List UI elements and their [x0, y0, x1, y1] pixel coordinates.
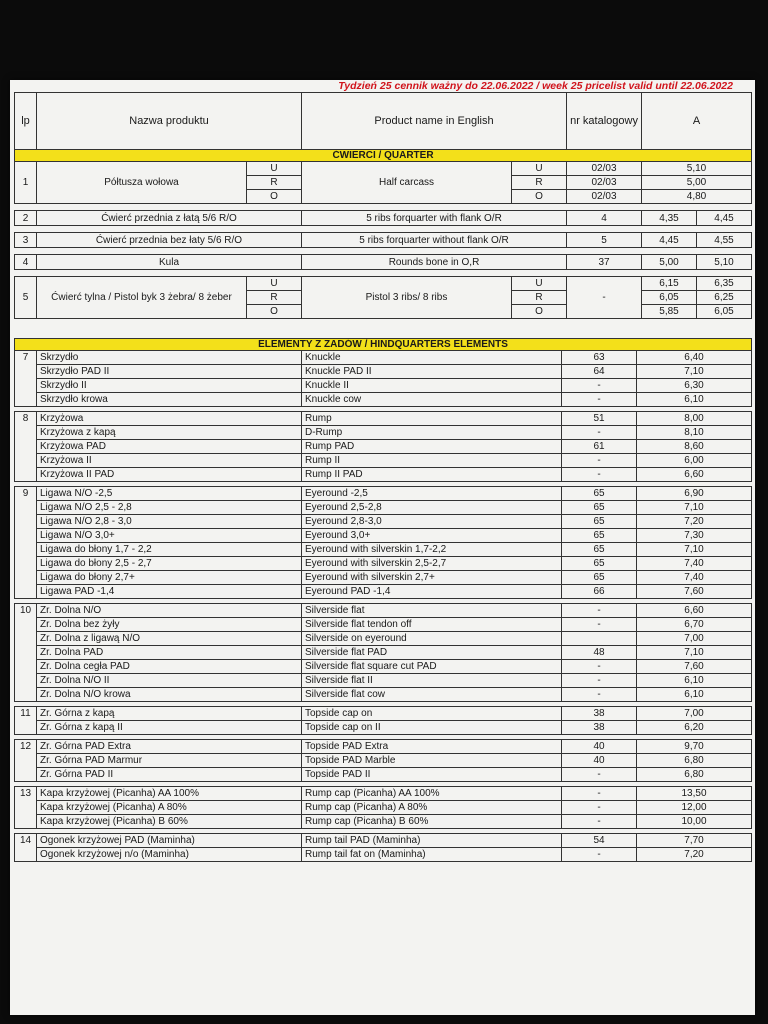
table-row [15, 740, 752, 754]
row-name-pl: Kapa krzyżowej (Picanha) A 80% [37, 801, 302, 815]
table-row [15, 233, 752, 248]
price-1: 6,15 [642, 277, 697, 291]
price: 7,20 [637, 848, 752, 862]
price-1: 4,45 [642, 233, 697, 248]
price: 9,70 [637, 740, 752, 754]
catalog-no: 65 [562, 543, 637, 557]
catalog-no: - [562, 660, 637, 674]
catalog-no: - [562, 379, 637, 393]
row-name-pl: Ćwierć przednia bez łaty 5/6 R/O [37, 233, 302, 248]
grade: O [512, 305, 567, 319]
row-name-pl: Skrzydło II [37, 379, 302, 393]
row-name-pl: Ligawa PAD -1,4 [37, 585, 302, 599]
row-lp: 13 [15, 787, 37, 829]
catalog-no: - [562, 815, 637, 829]
price-1: 5,85 [642, 305, 697, 319]
table-row [15, 604, 752, 618]
price: 7,10 [637, 543, 752, 557]
price: 6,20 [637, 721, 752, 735]
row-name-en: Eyeround with silverskin 2,5-2,7 [302, 557, 562, 571]
catalog-no: - [562, 801, 637, 815]
table-row [15, 255, 752, 270]
row-name-en: 5 ribs forquarter without flank O/R [302, 233, 567, 248]
price: 7,00 [637, 632, 752, 646]
col-catalog: nr katalogowy [567, 93, 642, 150]
row-name-pl: Kapa krzyżowej (Picanha) B 60% [37, 815, 302, 829]
price: 6,10 [637, 688, 752, 702]
row-name-en: Rump cap (Picanha) AA 100% [302, 787, 562, 801]
price: 4,80 [642, 190, 752, 204]
catalog-no: 61 [562, 440, 637, 454]
catalog-no: 38 [562, 707, 637, 721]
price-2: 6,05 [697, 305, 752, 319]
row-name-en: Eyeround -2,5 [302, 487, 562, 501]
row-name-en: Topside PAD Marble [302, 754, 562, 768]
row-name-en: Rump cap (Picanha) B 60% [302, 815, 562, 829]
row-lp: 7 [15, 351, 37, 407]
price: 6,90 [637, 487, 752, 501]
price: 6,30 [637, 379, 752, 393]
header-row [15, 93, 752, 150]
price-2: 6,35 [697, 277, 752, 291]
row-name-pl: Zr. Górna PAD Extra [37, 740, 302, 754]
table-row [15, 412, 752, 426]
row-name-pl: Zr. Dolna PAD [37, 646, 302, 660]
table-row [15, 768, 752, 782]
catalog-no: 37 [567, 255, 642, 270]
row-name-en: Rump tail fat on (Maminha) [302, 848, 562, 862]
price: 10,00 [637, 815, 752, 829]
row-name-pl: Półtusza wołowa [37, 162, 247, 204]
row-name-en: Topside cap on II [302, 721, 562, 735]
row-name-en: Silverside flat square cut PAD [302, 660, 562, 674]
row-name-en: Silverside flat tendon off [302, 618, 562, 632]
catalog-no: 65 [562, 487, 637, 501]
catalog-no: 48 [562, 646, 637, 660]
row-name-en: Rump PAD [302, 440, 562, 454]
row-lp: 5 [15, 277, 37, 319]
table-row [15, 618, 752, 632]
row-name-pl: Ogonek krzyżowej n/o (Maminha) [37, 848, 302, 862]
row-name-en: Eyeround 2,5-2,8 [302, 501, 562, 515]
col-name-en: Product name in English [302, 93, 567, 150]
col-name-pl: Nazwa produktu [37, 93, 302, 150]
catalog-no: - [567, 277, 642, 319]
table-row [15, 515, 752, 529]
row-lp: 9 [15, 487, 37, 599]
price: 6,70 [637, 618, 752, 632]
catalog-no: 38 [562, 721, 637, 735]
col-lp: lp [15, 93, 37, 150]
price: 6,80 [637, 754, 752, 768]
row-name-en: Rump cap (Picanha) A 80% [302, 801, 562, 815]
row-name-en: Knuckle II [302, 379, 562, 393]
table-row [15, 632, 752, 646]
catalog-no: - [562, 688, 637, 702]
row-name-en: Silverside flat [302, 604, 562, 618]
price: 6,00 [637, 454, 752, 468]
catalog-no: - [562, 618, 637, 632]
table-row [15, 557, 752, 571]
row-lp: 3 [15, 233, 37, 248]
price-1: 4,35 [642, 211, 697, 226]
row-name-pl: Zr. Dolna N/O II [37, 674, 302, 688]
catalog-no: 51 [562, 412, 637, 426]
price: 6,10 [637, 674, 752, 688]
table-row [15, 707, 752, 721]
catalog-no: - [562, 674, 637, 688]
catalog-no: - [562, 393, 637, 407]
table-row [15, 393, 752, 407]
row-name-en: Topside PAD II [302, 768, 562, 782]
price-1: 5,00 [642, 255, 697, 270]
row-name-pl: Kapa krzyżowej (Picanha) AA 100% [37, 787, 302, 801]
price: 7,20 [637, 515, 752, 529]
grade: U [512, 162, 567, 176]
price-2: 5,10 [697, 255, 752, 270]
row-name-en: Topside cap on [302, 707, 562, 721]
table-row [15, 277, 752, 291]
table-row [15, 674, 752, 688]
row-name-en: Knuckle PAD II [302, 365, 562, 379]
grade: U [247, 277, 302, 291]
row-name-en: Half carcass [302, 162, 512, 204]
row-lp: 4 [15, 255, 37, 270]
table-row [15, 660, 752, 674]
grade: U [247, 162, 302, 176]
catalog-no: - [562, 454, 637, 468]
grade: R [247, 176, 302, 190]
row-name-en: Silverside on eyeround [302, 632, 562, 646]
row-name-pl: Zr. Górna PAD Marmur [37, 754, 302, 768]
table-row [15, 468, 752, 482]
row-name-en: Rump tail PAD (Maminha) [302, 834, 562, 848]
row-name-en: Rump II PAD [302, 468, 562, 482]
grade: R [247, 291, 302, 305]
table-row [15, 426, 752, 440]
grade: O [247, 305, 302, 319]
catalog-no: 65 [562, 557, 637, 571]
price: 7,10 [637, 646, 752, 660]
table-row [15, 787, 752, 801]
price: 7,10 [637, 501, 752, 515]
row-name-en: Eyeround 2,8-3,0 [302, 515, 562, 529]
row-name-pl: Krzyżowa PAD [37, 440, 302, 454]
price: 7,70 [637, 834, 752, 848]
section-quarter [15, 150, 752, 162]
row-lp: 12 [15, 740, 37, 782]
grade: O [247, 190, 302, 204]
catalog-no: 02/03 [567, 176, 642, 190]
table-row [15, 211, 752, 226]
catalog-no: 65 [562, 501, 637, 515]
row-name-pl: Zr. Górna PAD II [37, 768, 302, 782]
price: 8,00 [637, 412, 752, 426]
table-row [15, 543, 752, 557]
price: 6,60 [637, 468, 752, 482]
catalog-no [562, 632, 637, 646]
quarter-table [14, 92, 752, 319]
price: 7,10 [637, 365, 752, 379]
price-list-sheet [10, 80, 755, 1015]
price: 6,60 [637, 604, 752, 618]
row-name-pl: Ogonek krzyżowej PAD (Maminha) [37, 834, 302, 848]
row-name-en: Rounds bone in O,R [302, 255, 567, 270]
row-name-pl: Skrzydło PAD II [37, 365, 302, 379]
catalog-no: 40 [562, 754, 637, 768]
catalog-no: 4 [567, 211, 642, 226]
grade: U [512, 277, 567, 291]
row-name-pl: Zr. Dolna cegła PAD [37, 660, 302, 674]
price: 7,60 [637, 660, 752, 674]
row-name-pl: Ligawa do błony 2,7+ [37, 571, 302, 585]
row-name-pl: Ćwierć tylna / Pistol byk 3 żebra/ 8 żeber [37, 277, 247, 319]
row-name-pl: Zr. Dolna N/O [37, 604, 302, 618]
row-name-en: Silverside flat cow [302, 688, 562, 702]
row-name-en: Pistol 3 ribs/ 8 ribs [302, 277, 512, 319]
catalog-no: 65 [562, 571, 637, 585]
col-price: A [642, 93, 752, 150]
table-row [15, 754, 752, 768]
price-2: 4,45 [697, 211, 752, 226]
table-row [15, 848, 752, 862]
row-name-pl: Zr. Dolna N/O krowa [37, 688, 302, 702]
row-lp: 8 [15, 412, 37, 482]
row-name-pl: Zr. Górna z kapą [37, 707, 302, 721]
row-name-pl: Krzyżowa z kapą [37, 426, 302, 440]
catalog-no: 65 [562, 515, 637, 529]
row-lp: 2 [15, 211, 37, 226]
row-lp: 10 [15, 604, 37, 702]
catalog-no: 63 [562, 351, 637, 365]
row-lp: 11 [15, 707, 37, 735]
table-row [15, 721, 752, 735]
table-row [15, 585, 752, 599]
catalog-no: 02/03 [567, 190, 642, 204]
grade: R [512, 291, 567, 305]
hindquarters-table [14, 338, 752, 862]
table-row [15, 501, 752, 515]
row-name-pl: Ligawa N/O -2,5 [37, 487, 302, 501]
row-name-pl: Ligawa N/O 2,5 - 2,8 [37, 501, 302, 515]
row-name-pl: Zr. Dolna z ligawą N/O [37, 632, 302, 646]
price-2: 4,55 [697, 233, 752, 248]
catalog-no: - [562, 468, 637, 482]
row-lp: 1 [15, 162, 37, 204]
row-name-pl: Ligawa do błony 1,7 - 2,2 [37, 543, 302, 557]
row-name-en: Knuckle [302, 351, 562, 365]
table-row [15, 454, 752, 468]
table-row [15, 440, 752, 454]
row-name-pl: Zr. Dolna bez żyły [37, 618, 302, 632]
table-row [15, 162, 752, 176]
row-name-pl: Ligawa N/O 3,0+ [37, 529, 302, 543]
row-name-pl: Ligawa do błony 2,5 - 2,7 [37, 557, 302, 571]
catalog-no: - [562, 604, 637, 618]
table-row [15, 801, 752, 815]
row-name-pl: Ligawa N/O 2,8 - 3,0 [37, 515, 302, 529]
catalog-no: 65 [562, 529, 637, 543]
catalog-no: 66 [562, 585, 637, 599]
price: 8,60 [637, 440, 752, 454]
row-name-pl: Krzyżowa [37, 412, 302, 426]
catalog-no: - [562, 426, 637, 440]
catalog-no: - [562, 768, 637, 782]
table-row [15, 688, 752, 702]
row-name-pl: Krzyżowa II PAD [37, 468, 302, 482]
section-title: ĆWIERCI / QUARTER [15, 150, 752, 162]
row-name-en: Rump II [302, 454, 562, 468]
price: 6,10 [637, 393, 752, 407]
grade: O [512, 190, 567, 204]
table-row [15, 379, 752, 393]
price: 5,10 [642, 162, 752, 176]
table-row [15, 646, 752, 660]
price: 5,00 [642, 176, 752, 190]
price: 7,40 [637, 571, 752, 585]
row-name-pl: Skrzydło [37, 351, 302, 365]
row-name-en: Knuckle cow [302, 393, 562, 407]
catalog-no: - [562, 787, 637, 801]
price: 7,30 [637, 529, 752, 543]
grade: R [512, 176, 567, 190]
price: 6,40 [637, 351, 752, 365]
catalog-no: 64 [562, 365, 637, 379]
row-name-en: Eyeround with silverskin 2,7+ [302, 571, 562, 585]
price-2: 6,25 [697, 291, 752, 305]
row-name-en: D-Rump [302, 426, 562, 440]
catalog-no: 02/03 [567, 162, 642, 176]
catalog-no: - [562, 848, 637, 862]
row-name-en: Eyeround PAD -1,4 [302, 585, 562, 599]
table-row [15, 815, 752, 829]
row-name-pl: Ćwierć przednia z łatą 5/6 R/O [37, 211, 302, 226]
section-title: ELEMENTY Z ZADÓW / HINDQUARTERS ELEMENTS [15, 339, 752, 351]
section-hindquarters [15, 339, 752, 351]
table-row [15, 365, 752, 379]
row-name-en: Eyeround 3,0+ [302, 529, 562, 543]
row-name-pl: Kula [37, 255, 302, 270]
row-name-en: Silverside flat II [302, 674, 562, 688]
price: 13,50 [637, 787, 752, 801]
price: 8,10 [637, 426, 752, 440]
row-lp: 14 [15, 834, 37, 862]
row-name-en: Silverside flat PAD [302, 646, 562, 660]
row-name-en: 5 ribs forquarter with flank O/R [302, 211, 567, 226]
row-name-pl: Zr. Górna z kapą II [37, 721, 302, 735]
row-name-pl: Skrzydło krowa [37, 393, 302, 407]
table-row [15, 487, 752, 501]
validity-note: Tydzień 25 cennik ważny do 22.06.2022 / week 25 pricelist valid until 22.06.2022 [338, 80, 733, 92]
price: 7,60 [637, 585, 752, 599]
table-row [15, 529, 752, 543]
price: 7,40 [637, 557, 752, 571]
price: 12,00 [637, 801, 752, 815]
row-name-en: Eyeround with silverskin 1,7-2,2 [302, 543, 562, 557]
catalog-no: 40 [562, 740, 637, 754]
row-name-en: Topside PAD Extra [302, 740, 562, 754]
catalog-no: 5 [567, 233, 642, 248]
price: 7,00 [637, 707, 752, 721]
row-name-pl: Krzyżowa II [37, 454, 302, 468]
table-row [15, 571, 752, 585]
row-name-en: Rump [302, 412, 562, 426]
catalog-no: 54 [562, 834, 637, 848]
price: 6,80 [637, 768, 752, 782]
table-row [15, 351, 752, 365]
table-row [15, 834, 752, 848]
price-1: 6,05 [642, 291, 697, 305]
